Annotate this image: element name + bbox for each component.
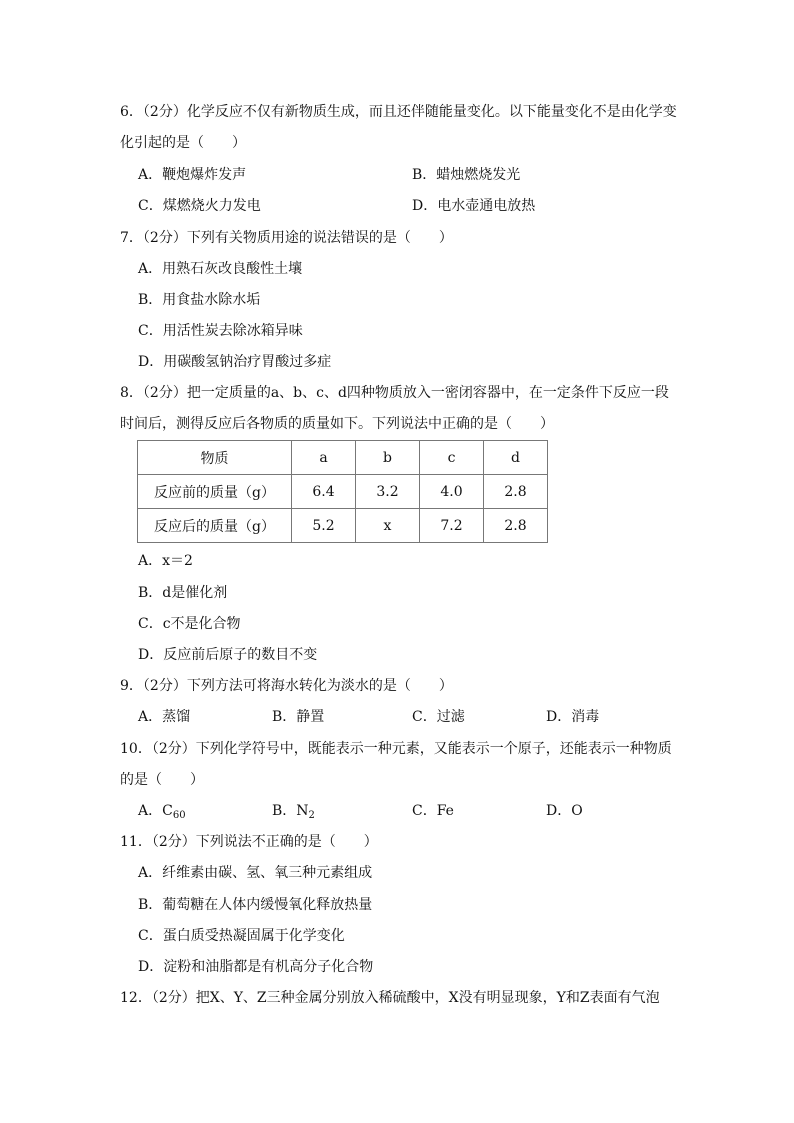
option-a-symbol: A．C: [138, 803, 173, 819]
table-cell: 2.8: [484, 509, 548, 543]
question-8-stem-line1: 8．（2分）把一定质量的a、b、c、d四种物质放入一密闭容器中，在一定条件下反应一段: [120, 385, 669, 401]
question-9-option-c: C．过滤: [412, 709, 465, 725]
question-7-option-a: A．用熟石灰改良酸性土壤: [138, 261, 303, 277]
question-10-option-b: [272, 802, 315, 820]
question-10-option-c: C．Fe: [412, 803, 454, 819]
question-11-option-a: A．纤维素由碳、氢、氧三种元素组成: [138, 865, 373, 881]
question-8-option-c: C．c不是化合物: [138, 616, 241, 632]
question-11-option-b: B．葡萄糖在人体内缓慢氧化释放热量: [138, 897, 373, 913]
table-header-cell: d: [484, 441, 548, 475]
option-b-subscript: 2: [308, 810, 315, 821]
table-header-cell: a: [292, 441, 356, 475]
question-9-option-d: D．消毒: [546, 709, 600, 725]
question-7-option-c: C．用活性炭去除冰箱异味: [138, 323, 303, 339]
question-6-option-a: A．鞭炮爆炸发声: [138, 167, 247, 183]
table-header-row: [138, 441, 548, 475]
question-7-option-d: D．用碳酸氢钠治疗胃酸过多症: [138, 354, 332, 370]
question-7-option-b: B．用食盐水除水垢: [138, 292, 261, 308]
table-cell: 反应后的质量（g）: [138, 509, 292, 543]
question-10-stem-line2: 的是（ ）: [120, 772, 204, 788]
question-6-stem-line2: 化引起的是（ ）: [120, 135, 246, 151]
table-cell: x: [356, 509, 420, 543]
option-b-symbol: B．N: [272, 803, 309, 819]
question-7-stem: 7．（2分）下列有关物质用途的说法错误的是（ ）: [120, 230, 453, 246]
table-cell: 4.0: [420, 475, 484, 509]
question-12-stem: 12．（2分）把X、Y、Z三种金属分别放入稀硫酸中，X没有明显现象，Y和Z表面有气泡: [120, 990, 660, 1006]
table-header-cell: b: [356, 441, 420, 475]
question-9-option-a: A．蒸馏: [138, 709, 191, 725]
mass-table: [137, 440, 548, 543]
question-11-option-c: C．蛋白质受热凝固属于化学变化: [138, 928, 345, 944]
table-cell: 3.2: [356, 475, 420, 509]
question-6-option-c: C．煤燃烧火力发电: [138, 198, 261, 214]
question-8-option-d: D．反应前后原子的数目不变: [138, 647, 318, 663]
question-6-stem-line1: 6．（2分）化学反应不仅有新物质生成，而且还伴随能量变化。以下能量变化不是由化学变: [120, 104, 677, 120]
table-cell: 6.4: [292, 475, 356, 509]
table-row: [138, 509, 548, 543]
question-9-stem: 9．（2分）下列方法可将海水转化为淡水的是（ ）: [120, 678, 453, 694]
question-11-stem: 11．（2分）下列说法不正确的是（ ）: [120, 834, 378, 850]
question-10-option-d: D．O: [546, 803, 583, 819]
option-a-subscript: 60: [172, 810, 186, 821]
question-8-stem-line2: 时间后，测得反应后各物质的质量如下。下列说法中正确的是（ ）: [120, 416, 554, 432]
table-header-cell: c: [420, 441, 484, 475]
question-8-option-a: A．x＝2: [138, 553, 193, 569]
table-cell: 反应前的质量（g）: [138, 475, 292, 509]
table-cell: 2.8: [484, 475, 548, 509]
table-cell: 7.2: [420, 509, 484, 543]
table-cell: 5.2: [292, 509, 356, 543]
question-6-option-d: D．电水壶通电放热: [412, 198, 536, 214]
table-header-cell: 物质: [138, 441, 292, 475]
question-6-option-b: B．蜡烛燃烧发光: [412, 167, 521, 183]
question-10-stem-line1: 10．（2分）下列化学符号中，既能表示一种元素，又能表示一个原子，还能表示一种物质: [120, 741, 672, 757]
question-8-option-b: B．d是催化剂: [138, 585, 228, 601]
question-10-option-a: [138, 802, 186, 820]
question-9-option-b: B．静置: [272, 709, 325, 725]
question-11-option-d: D．淀粉和油脂都是有机高分子化合物: [138, 959, 374, 975]
table-row: [138, 475, 548, 509]
